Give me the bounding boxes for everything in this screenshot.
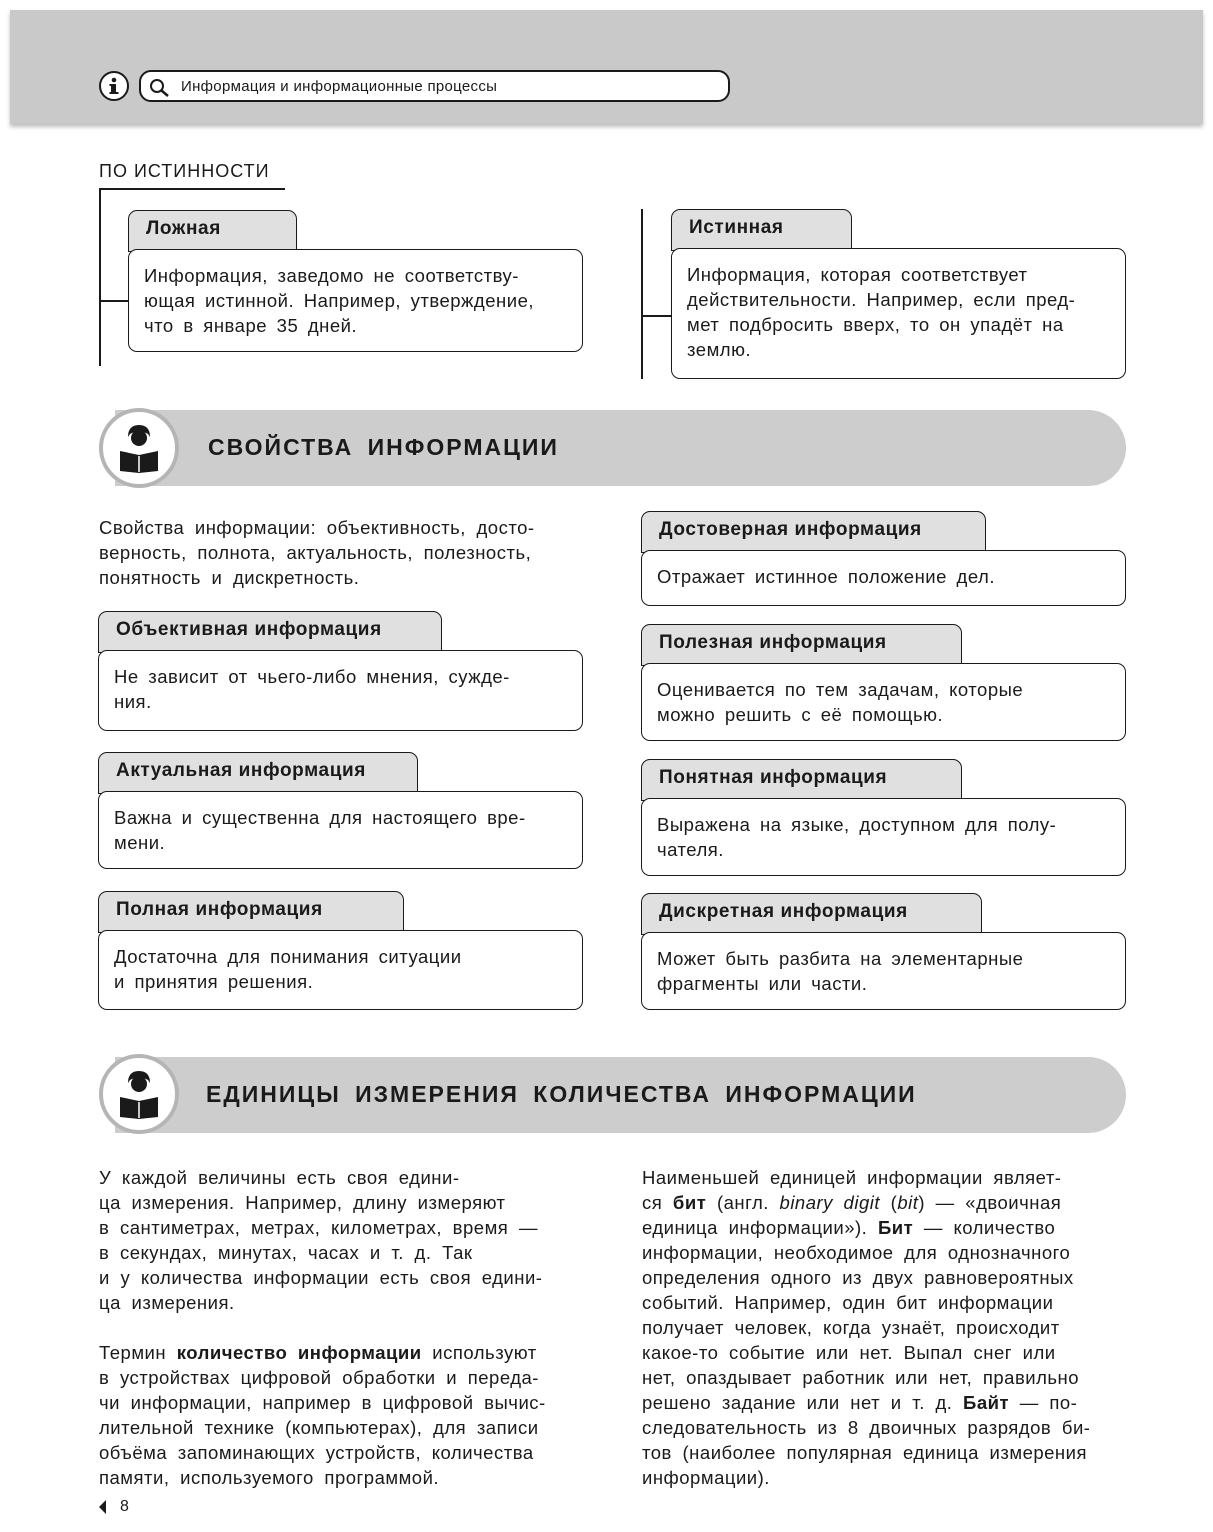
card-title-discrete: Дискретная информация — [641, 893, 982, 935]
search-bar[interactable] — [139, 70, 730, 102]
section-title-units: ЕДИНИЦЫ ИЗМЕРЕНИЯ КОЛИЧЕСТВА ИНФОРМАЦИИ — [206, 1081, 917, 1107]
card-body-discrete: Может быть разбита на элементарные фрагменты или части. — [641, 932, 1126, 1010]
card-body-useful: Оценивается по тем задачам, которые можно решить с её помощью. — [641, 663, 1126, 741]
card-title-actual: Актуальная информация — [98, 752, 418, 794]
card-body-reliable: Отражает истинное положение дел. — [641, 550, 1126, 606]
section-banner-units — [115, 1057, 1126, 1133]
card-title-false: Ложная — [128, 210, 297, 252]
section-label-truth: ПО ИСТИННОСТИ — [99, 161, 270, 181]
search-icon — [149, 78, 171, 98]
card-title-complete: Полная информация — [98, 891, 404, 933]
info-icon[interactable] — [99, 71, 129, 101]
card-title-useful: Полезная информация — [641, 624, 962, 666]
header-band — [10, 10, 1203, 124]
search-text: Информация и информационные процессы — [181, 78, 498, 95]
card-body-understandable: Выражена на языке, доступном для полу- чателя. — [641, 798, 1126, 876]
bracket-line-left — [99, 188, 101, 366]
reader-icon — [114, 423, 164, 473]
card-body-objective: Не зависит от чьего-либо мнения, сужде- ния. — [98, 650, 583, 731]
reader-badge — [99, 1054, 179, 1134]
connector-left — [99, 300, 129, 302]
card-title-understandable: Понятная информация — [641, 759, 962, 801]
card-body-complete: Достаточна для понимания ситуации и принятия решения. — [98, 930, 583, 1010]
card-body-true: Информация, которая соответствует действительности. Например, если пред- мет подбросить вверх, то он упадёт на землю. — [671, 248, 1126, 379]
card-title-objective: Объективная информация — [98, 611, 442, 653]
label-underline — [99, 188, 285, 190]
properties-intro: Свойства информации: объективность, досто- верность, полнота, актуальность, полезность, понятность и дискретность. — [99, 517, 535, 588]
card-body-false: Информация, заведомо не соответству- ющая истинной. Например, утверждение, что в январе 35 дней. — [128, 249, 583, 352]
card-title-true: Истинная — [671, 209, 852, 251]
reader-badge — [99, 408, 179, 488]
connector-right — [641, 315, 673, 317]
units-paragraph-2: Термин количество информации используют в устройствах цифровой обработки и переда- чи информации, например в цифровой вычис- лительной технике (компьютерах), для записи объёма запоминающих устройств, количества памяти, используемого программой. — [99, 1342, 546, 1488]
section-banner-properties — [115, 410, 1126, 486]
card-body-actual: Важна и существенна для настоящего вре- мени. — [98, 791, 583, 869]
page-number: 8 — [99, 1498, 129, 1516]
section-title-properties: СВОЙСТВА ИНФОРМАЦИИ — [208, 434, 559, 460]
reader-icon — [114, 1069, 164, 1119]
card-title-reliable: Достоверная информация — [641, 511, 986, 553]
units-paragraph-1: У каждой величины есть своя едини- ца измерения. Например, длину измеряют в сантиметрах, метрах, километрах, время — в секундах, минутах, часах и т. д. Так и у количества информации есть своя едини- ца измерения. — [99, 1167, 543, 1313]
bracket-line-right — [641, 209, 643, 379]
page-arrow-icon — [99, 1500, 106, 1514]
units-paragraph-bit: Наименьшей единицей информации являет- ся бит (англ. binary digit (bit) — «двоичная единица информации»). Бит — количество информации, необходимое для однозначного определения одного из двух равновероятных событий. Например, один бит информации получает человек, когда узнаёт, происходит какое-то событие или нет. Выпал снег или нет, опаздывает работник или нет, правильно решено задание или нет и т. д. Байт — по- следовательность из 8 двоичных разрядов би- тов (наиболее популярная единица измерения информации). — [642, 1167, 1091, 1488]
